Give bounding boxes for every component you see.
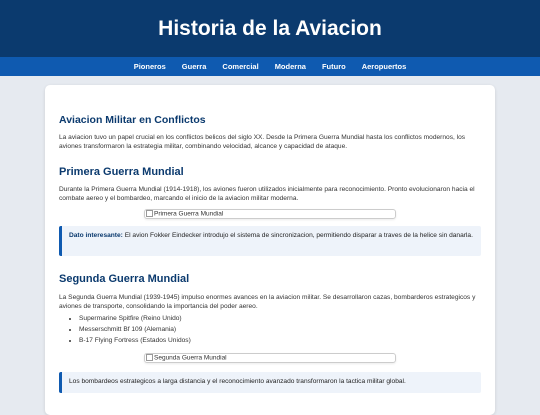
fact-callout	[59, 226, 481, 256]
ww2-note-callout	[59, 372, 481, 393]
aircraft-list	[59, 313, 481, 346]
ww2-text: La Segunda Guerra Mundial (1939-1945) impulso enormes avances en la aviacion militar. Se desarrollaron cazas, bombarderos estrategicos y aviones de transporte, consolidando la importancia del poder aereo.	[59, 294, 476, 310]
list-item: • B-17 Flying Fortress (Estados Unidos)	[79, 335, 481, 346]
broken-image-icon	[146, 210, 153, 217]
nav-item-pioneros[interactable]: Pioneros	[133, 62, 166, 71]
fact-text: El avion Fokker Eindecker introdujo el sistema de sincronizacion, permitiendo disparar a traves de la helice sin danarla.	[124, 232, 473, 239]
list-item: • Supermarine Spitfire (Reino Unido)	[79, 313, 481, 324]
ww1-text: Durante la Primera Guerra Mundial (1914-1918), los aviones fueron utilizados inicialmente para reconocimiento. Pronto evolucionaron hacia el combate aereo y el bombardeo, marcando el inicio de la aviacion militar moderna.	[59, 186, 475, 202]
ww2-image-alt: Segunda Guerra Mundial	[154, 354, 227, 362]
nav-item-moderna[interactable]: Moderna	[274, 62, 306, 71]
content-card	[45, 85, 495, 415]
ww1-image-alt: Primera Guerra Mundial	[154, 210, 224, 218]
broken-image-icon	[146, 354, 153, 361]
fact-label: Dato interesante:	[69, 232, 123, 239]
nav-item-aeropuertos[interactable]: Aeropuertos	[361, 62, 407, 71]
ww2-heading: Segunda Guerra Mundial	[59, 273, 190, 285]
ww2-image	[144, 353, 396, 363]
ww1-image-wrap	[59, 209, 481, 219]
page-heading: Aviacion Militar en Conflictos	[59, 114, 206, 126]
site-header	[0, 0, 540, 57]
nav-item-futuro[interactable]: Futuro	[321, 62, 346, 71]
ww1-image	[144, 209, 396, 219]
intro-text: La aviacion tuvo un papel crucial en los conflictos belicos del siglo XX. Desde la Primera Guerra Mundial hasta los conflictos modernos, los aviones transformaron la estrategia militar, combinando velocidad, alcance y capacidad de ataque.	[59, 134, 466, 150]
nav-item-comercial[interactable]: Comercial	[222, 62, 259, 71]
ww2-image-wrap	[59, 353, 481, 363]
nav-item-guerra[interactable]: Guerra	[181, 62, 207, 71]
list-item: • Messerschmitt Bf 109 (Alemania)	[79, 324, 481, 335]
ww1-heading: Primera Guerra Mundial	[59, 166, 184, 178]
site-title: Historia de la Aviacion	[158, 16, 382, 40]
main-nav	[0, 57, 540, 76]
ww2-note-text: Los bombardeos estrategicos a larga distancia y el reconocimiento avanzado transformaron la tactica militar global.	[69, 378, 406, 385]
